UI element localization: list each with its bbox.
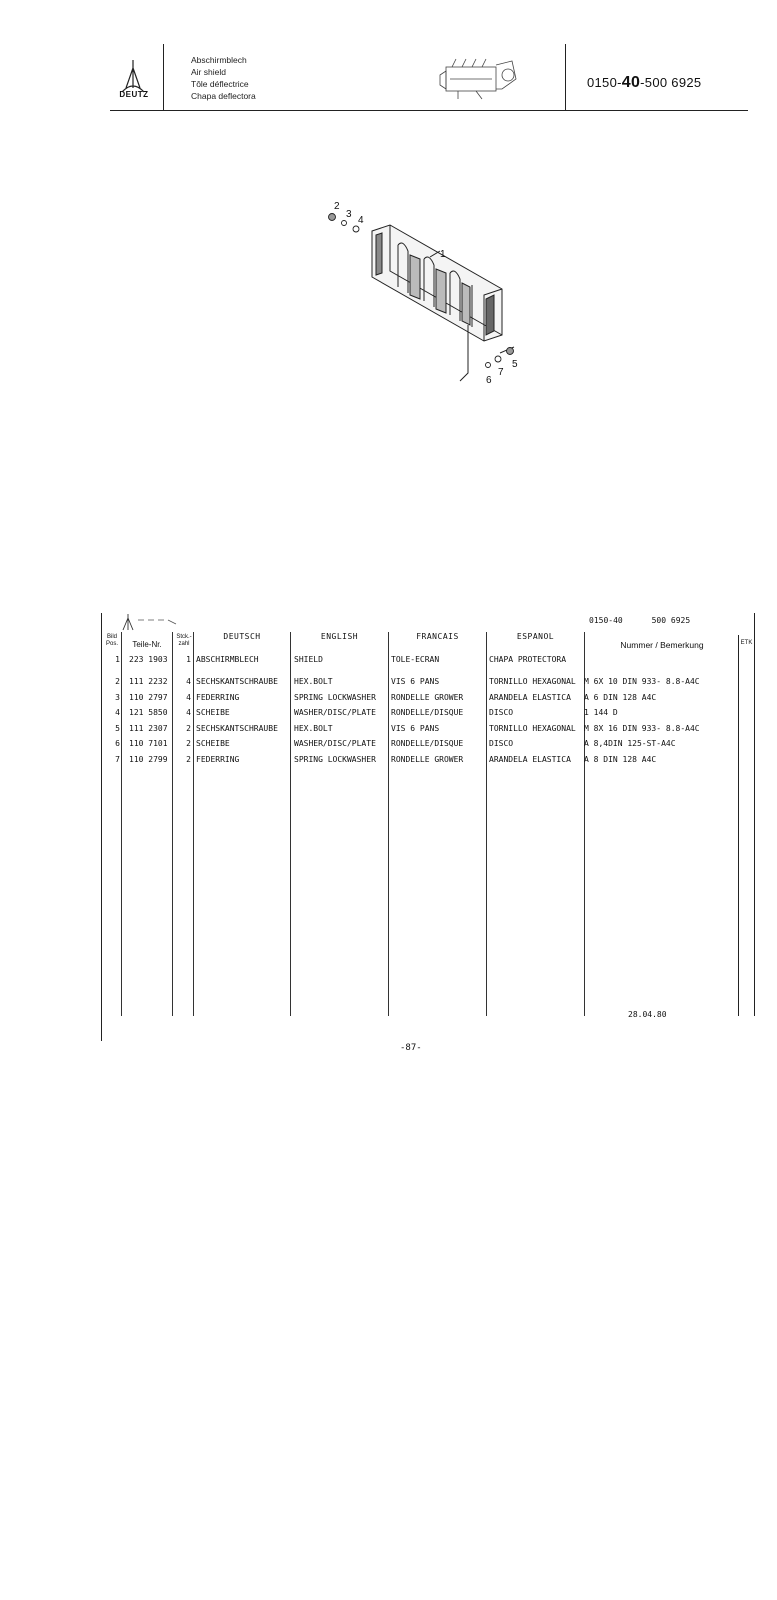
callout-2: 2 — [334, 201, 340, 212]
table-date: 28.04.80 — [628, 1010, 667, 1019]
table-column-divider — [290, 632, 291, 1016]
table-row: 6 110 7101 2 SCHEIBE WASHER/DISC/PLATE RONDELLE/DISQUE DISCO A 8,4DIN 125-ST-A4C — [115, 739, 676, 748]
header-deutsch: DEUTSCH — [223, 632, 261, 641]
table-column-divider — [172, 632, 173, 1016]
header-rule — [110, 110, 748, 111]
table-part-number: 0150-40 500 6925 — [589, 616, 691, 625]
table-column-divider — [121, 632, 122, 1016]
callout-5: 5 — [512, 359, 518, 370]
header-stueckzahl: Stck.-zahl — [176, 634, 192, 647]
header-english: ENGLISH — [320, 632, 359, 641]
title-es: Chapa deflectora — [191, 91, 256, 101]
table-row: 7 110 2799 2 FEDERRING SPRING LOCKWASHER RONDELLE GROWER ARANDELA ELASTICA A 8 DIN 128 A4C — [115, 755, 657, 764]
deutz-small-logo-icon — [118, 612, 180, 634]
table-column-divider — [584, 632, 585, 1016]
header-etk: ETK — [740, 640, 753, 646]
table-right-border — [754, 613, 755, 1016]
header-nummer-bemerkung: Nummer / Bemerkung — [620, 640, 704, 650]
header-part-number: 0150-40-500 6925 — [587, 74, 702, 91]
header-divider — [163, 44, 164, 110]
header-teile-nr: Teile-Nr. — [132, 640, 162, 649]
header-francais: FRANCAIS — [416, 632, 459, 641]
callout-6: 6 — [486, 375, 492, 386]
page-number: -87- — [400, 1043, 422, 1053]
brand-name: DEUTZ — [119, 90, 149, 99]
header-espanol: ESPANOL — [516, 632, 555, 641]
table-row: 4 121 5850 4 SCHEIBE WASHER/DISC/PLATE RONDELLE/DISQUE DISCO 1 144 D — [115, 708, 618, 717]
table-row: 3 110 2797 4 FEDERRING SPRING LOCKWASHER RONDELLE GROWER ARANDELA ELASTICA A 6 DIN 128 A4C — [115, 693, 657, 702]
table-column-divider — [193, 632, 194, 1016]
title-de: Abschirmblech — [191, 55, 247, 65]
title-fr: Tôle déflectrice — [191, 79, 249, 89]
callout-4: 4 — [358, 215, 364, 226]
title-en: Air shield — [191, 67, 226, 77]
engine-thumbnail-icon — [432, 55, 522, 103]
table-column-divider — [486, 632, 487, 1016]
table-row: 1 223 1903 1 ABSCHIRMBLECH SHIELD TOLE-ECRAN CHAPA PROTECTORA — [115, 655, 567, 664]
callout-3: 3 — [346, 209, 352, 220]
header-bild-pos: Bild Pos. — [105, 634, 118, 647]
exploded-view-drawing — [320, 195, 540, 395]
table-column-divider — [388, 632, 389, 1016]
callout-7: 7 — [498, 367, 504, 378]
header-divider — [565, 44, 566, 110]
table-row: 5 111 2307 2 SECHSKANTSCHRAUBE HEX.BOLT VIS 6 PANS TORNILLO HEXAGONAL M 8X 16 DIN 933- 8.8-A4C — [115, 724, 700, 733]
callout-1: 1 — [440, 249, 446, 260]
table-row: 2 111 2232 4 SECHSKANTSCHRAUBE HEX.BOLT VIS 6 PANS TORNILLO HEXAGONAL M 6X 10 DIN 933- 8.8-A4C — [115, 677, 700, 686]
